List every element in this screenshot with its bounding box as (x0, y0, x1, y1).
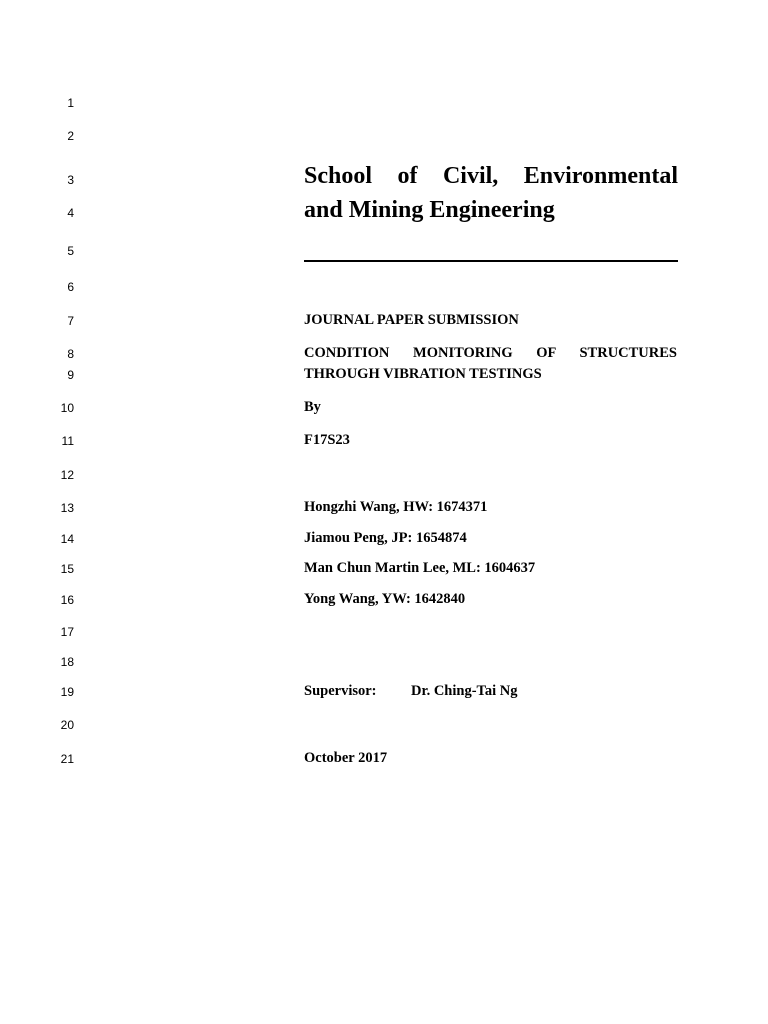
line-number-13: 13 (60, 501, 74, 515)
heading-divider (304, 260, 678, 262)
paper-title-line-2: THROUGH VIBRATION TESTINGS (304, 366, 542, 382)
line-number-19: 19 (60, 685, 74, 699)
line-number-12: 12 (60, 468, 74, 482)
line-number-6: 6 (67, 280, 74, 294)
author-item: Yong Wang, YW: 1642840 (304, 591, 466, 607)
line-number-9: 9 (67, 368, 74, 382)
line-number-5: 5 (67, 244, 74, 258)
line-number-7: 7 (67, 314, 74, 328)
line-number-16: 16 (60, 593, 74, 607)
author-item: Jiamou Peng, JP: 1654874 (304, 530, 467, 546)
line-number-8: 8 (67, 347, 74, 361)
line-number-21: 21 (60, 752, 74, 766)
school-heading-line-1: School of Civil, Environmental (304, 163, 678, 189)
line-number-2: 2 (67, 129, 74, 143)
supervisor-name: Dr. Ching-Tai Ng (411, 683, 518, 699)
line-number-18: 18 (60, 655, 74, 669)
submission-type: JOURNAL PAPER SUBMISSION (304, 312, 519, 328)
line-number-11: 11 (61, 434, 74, 448)
line-number-17: 17 (60, 625, 74, 639)
paper-title-line-1: CONDITION MONITORING OF STRUCTURES (304, 345, 677, 361)
line-number-4: 4 (67, 206, 74, 220)
line-number-10: 10 (60, 401, 74, 415)
supervisor-label: Supervisor: (304, 683, 377, 699)
line-number-3: 3 (67, 173, 74, 187)
author-item: Hongzhi Wang, HW: 1674371 (304, 499, 488, 515)
by-label: By (304, 399, 321, 415)
line-number-14: 14 (60, 532, 74, 546)
group-code: F17S23 (304, 432, 350, 448)
line-number-20: 20 (60, 718, 74, 732)
line-number-15: 15 (60, 562, 74, 576)
school-heading-line-2: and Mining Engineering (304, 197, 555, 223)
submission-date: October 2017 (304, 750, 388, 766)
author-item: Man Chun Martin Lee, ML: 1604637 (304, 560, 536, 576)
line-number-1: 1 (67, 96, 74, 110)
